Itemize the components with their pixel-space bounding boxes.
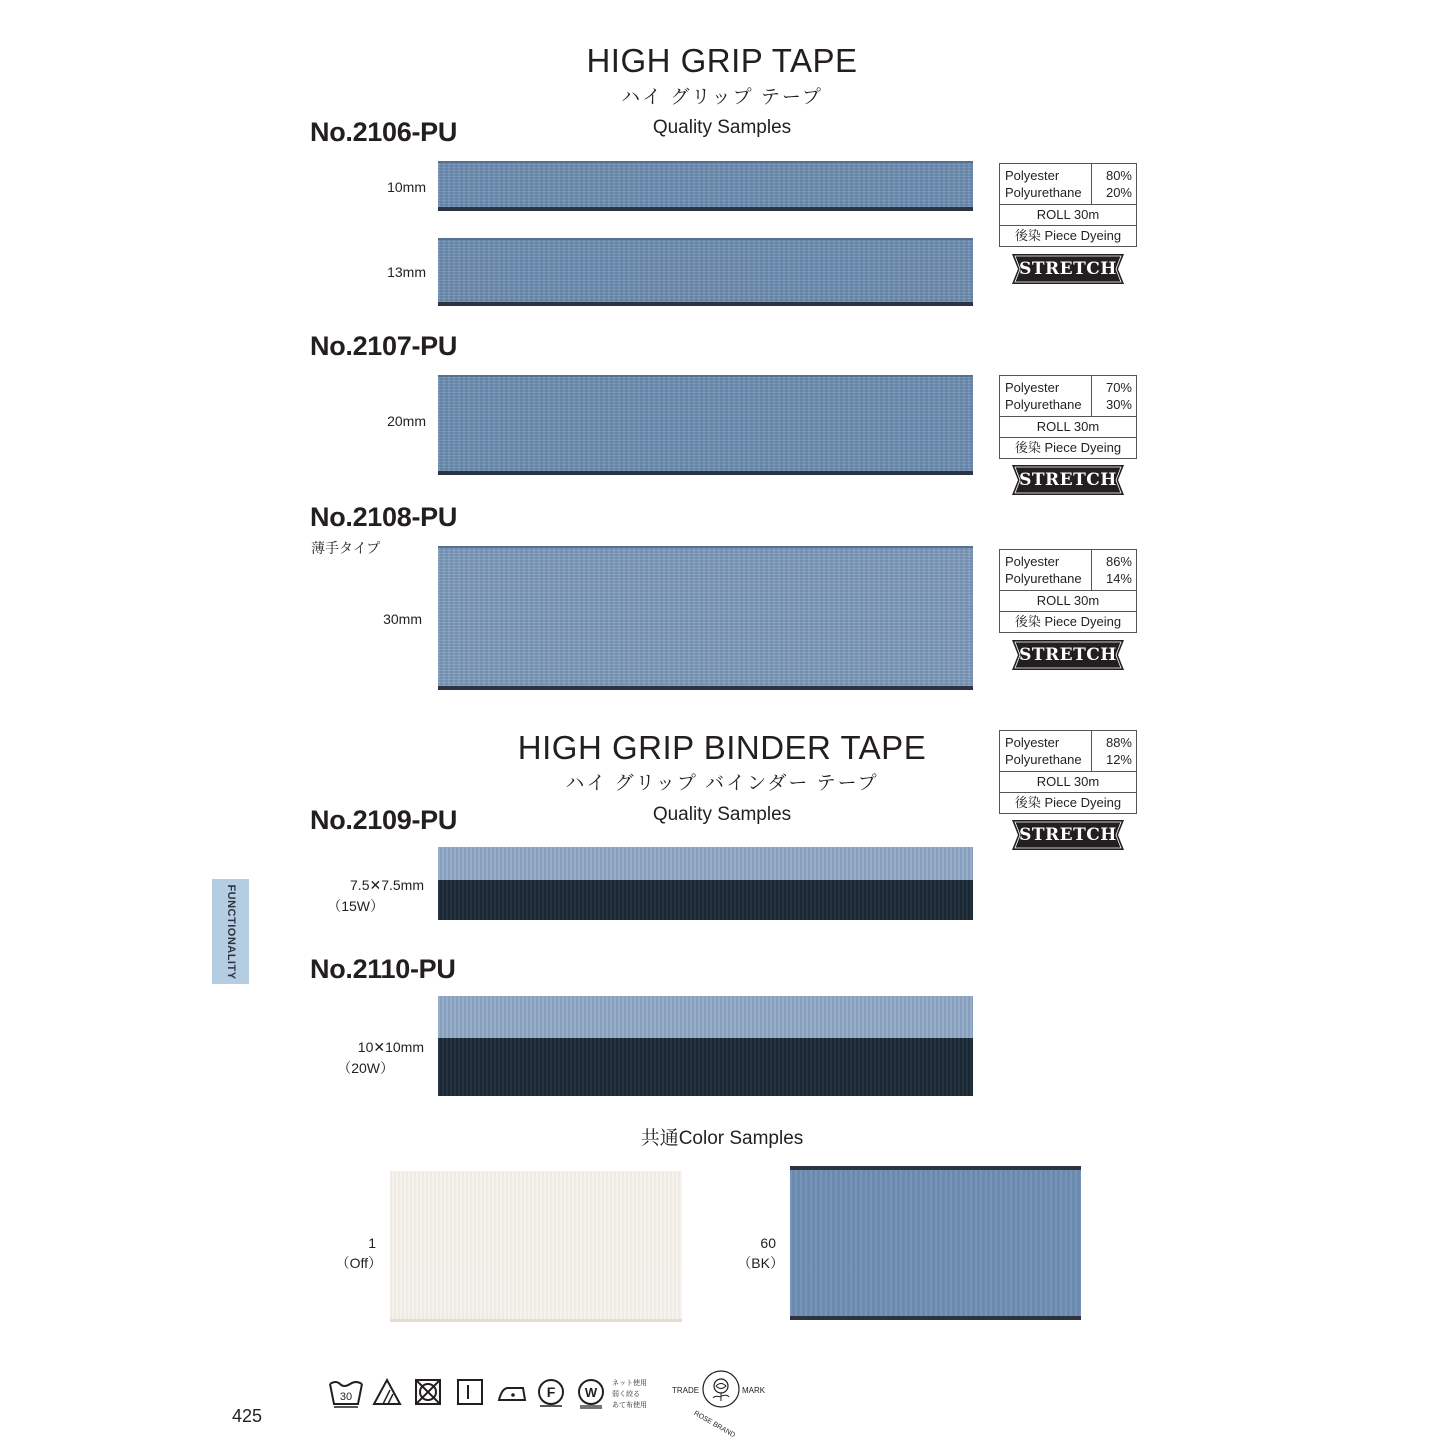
- trademark-text-right: MARK: [742, 1386, 766, 1395]
- width-label: （20W）: [337, 1060, 394, 1076]
- no-tumble-dry-icon: [414, 1378, 442, 1411]
- spec-box: [999, 549, 1137, 633]
- fiber-percent: 12%: [1105, 752, 1132, 767]
- roll-length: ROLL 30m: [1000, 591, 1136, 612]
- category-label: FUNCTIONALITY: [224, 883, 237, 980]
- dyeing-method: 後染 Piece Dyeing: [1014, 440, 1122, 455]
- roll-length: ROLL 30m: [1000, 772, 1136, 793]
- color-code: 60: [760, 1235, 776, 1251]
- dyeing-method: 後染 Piece Dyeing: [1014, 228, 1122, 243]
- fiber-name: Polyester: [1005, 554, 1060, 569]
- width-label: （15W）: [327, 898, 384, 914]
- fiber-name: Polyester: [1005, 168, 1060, 183]
- fiber-percent: 70%: [1105, 380, 1132, 395]
- trademark-text-left: TRADE: [672, 1386, 700, 1395]
- spec-box: [999, 730, 1137, 814]
- wetclean-w-icon: [576, 1377, 606, 1414]
- svg-text:F: F: [546, 1384, 556, 1400]
- wash-30-icon: [328, 1378, 364, 1413]
- section-subtitle: Quality Samples: [652, 117, 792, 138]
- binder-tape-top: [438, 996, 973, 1038]
- fiber-percent: 80%: [1105, 168, 1132, 183]
- product-number: No.2106-PU: [310, 117, 458, 147]
- color-name: （Off）: [335, 1255, 382, 1271]
- roll-length: ROLL 30m: [1000, 205, 1136, 226]
- section-title: HIGH GRIP BINDER TAPE: [517, 729, 927, 766]
- dyeing-method: 後染 Piece Dyeing: [1014, 795, 1122, 810]
- color-code: 1: [368, 1235, 376, 1251]
- bleach-icon: [372, 1378, 402, 1411]
- fiber-percent: 14%: [1105, 571, 1132, 586]
- fiber-percent: 30%: [1105, 397, 1132, 412]
- tape-sample-13mm: [438, 238, 973, 306]
- iron-low-icon: [496, 1378, 528, 1411]
- trademark-text-bottom: ROSE BRAND: [692, 1410, 737, 1440]
- section-title: HIGH GRIP TAPE: [586, 42, 858, 79]
- product-number: No.2110-PU: [310, 954, 456, 984]
- stretch-label: STRETCH: [1019, 470, 1117, 490]
- product-number: No.2107-PU: [310, 331, 458, 361]
- color-swatch-bk: [790, 1166, 1081, 1320]
- stretch-badge: [1012, 640, 1124, 670]
- fiber-name: Polyurethane: [1005, 752, 1082, 767]
- stretch-badge: [1012, 465, 1124, 495]
- binder-tape-bottom: [438, 1038, 973, 1096]
- stretch-label: STRETCH: [1019, 645, 1117, 665]
- svg-text:W: W: [584, 1385, 598, 1400]
- page-number: 425: [232, 1406, 263, 1426]
- width-label: 20mm: [387, 413, 426, 429]
- line-dry-icon: [456, 1378, 484, 1411]
- fiber-name: Polyurethane: [1005, 185, 1082, 200]
- category-side-tab: [212, 879, 249, 984]
- rose-logo-icon: [701, 1369, 741, 1414]
- roll-length: ROLL 30m: [1000, 417, 1136, 438]
- fiber-name: Polyester: [1005, 735, 1060, 750]
- product-number: No.2109-PU: [310, 805, 458, 835]
- width-label: 13mm: [387, 264, 426, 280]
- section-title-jp: ハイ グリップ テープ: [621, 87, 823, 108]
- fiber-name: Polyester: [1005, 380, 1060, 395]
- stretch-label: STRETCH: [1019, 259, 1117, 279]
- dryclean-f-icon: [536, 1377, 566, 1412]
- care-note: ネット使用: [612, 1380, 647, 1387]
- tape-sample-30mm: [438, 546, 973, 690]
- width-label: 10mm: [387, 179, 426, 195]
- stretch-badge: [1012, 820, 1124, 850]
- dyeing-method: 後染 Piece Dyeing: [1014, 614, 1122, 629]
- width-label: 30mm: [383, 611, 422, 627]
- care-notes: [612, 1378, 647, 1411]
- stretch-badge: [1012, 254, 1124, 284]
- tape-sample-20mm: [438, 375, 973, 475]
- color-name: （BK）: [737, 1255, 784, 1271]
- spec-box: [999, 163, 1137, 247]
- width-label: 10✕10mm: [357, 1039, 424, 1055]
- fiber-name: Polyurethane: [1005, 397, 1082, 412]
- binder-tape-top: [438, 847, 973, 880]
- binder-tape-bottom: [438, 880, 973, 920]
- product-note: 薄手タイプ: [311, 540, 381, 556]
- tape-sample-10mm: [438, 161, 973, 211]
- care-note: 弱く絞る: [612, 1391, 640, 1398]
- product-number: No.2108-PU: [310, 502, 458, 532]
- wash-temp: 30: [339, 1391, 353, 1403]
- stretch-label: STRETCH: [1019, 825, 1117, 845]
- spec-box: [999, 375, 1137, 459]
- color-swatch-off: [390, 1171, 682, 1322]
- section-subtitle: Quality Samples: [652, 804, 792, 825]
- color-samples-title: 共通Color Samples: [640, 1128, 804, 1149]
- section-title-jp: ハイ グリップ バインダー テープ: [565, 773, 879, 794]
- care-note: あて布使用: [612, 1402, 647, 1409]
- width-label: 7.5✕7.5mm: [350, 877, 424, 893]
- fiber-percent: 86%: [1105, 554, 1132, 569]
- fiber-name: Polyurethane: [1005, 571, 1082, 586]
- fiber-percent: 88%: [1105, 735, 1132, 750]
- fiber-percent: 20%: [1105, 185, 1132, 200]
